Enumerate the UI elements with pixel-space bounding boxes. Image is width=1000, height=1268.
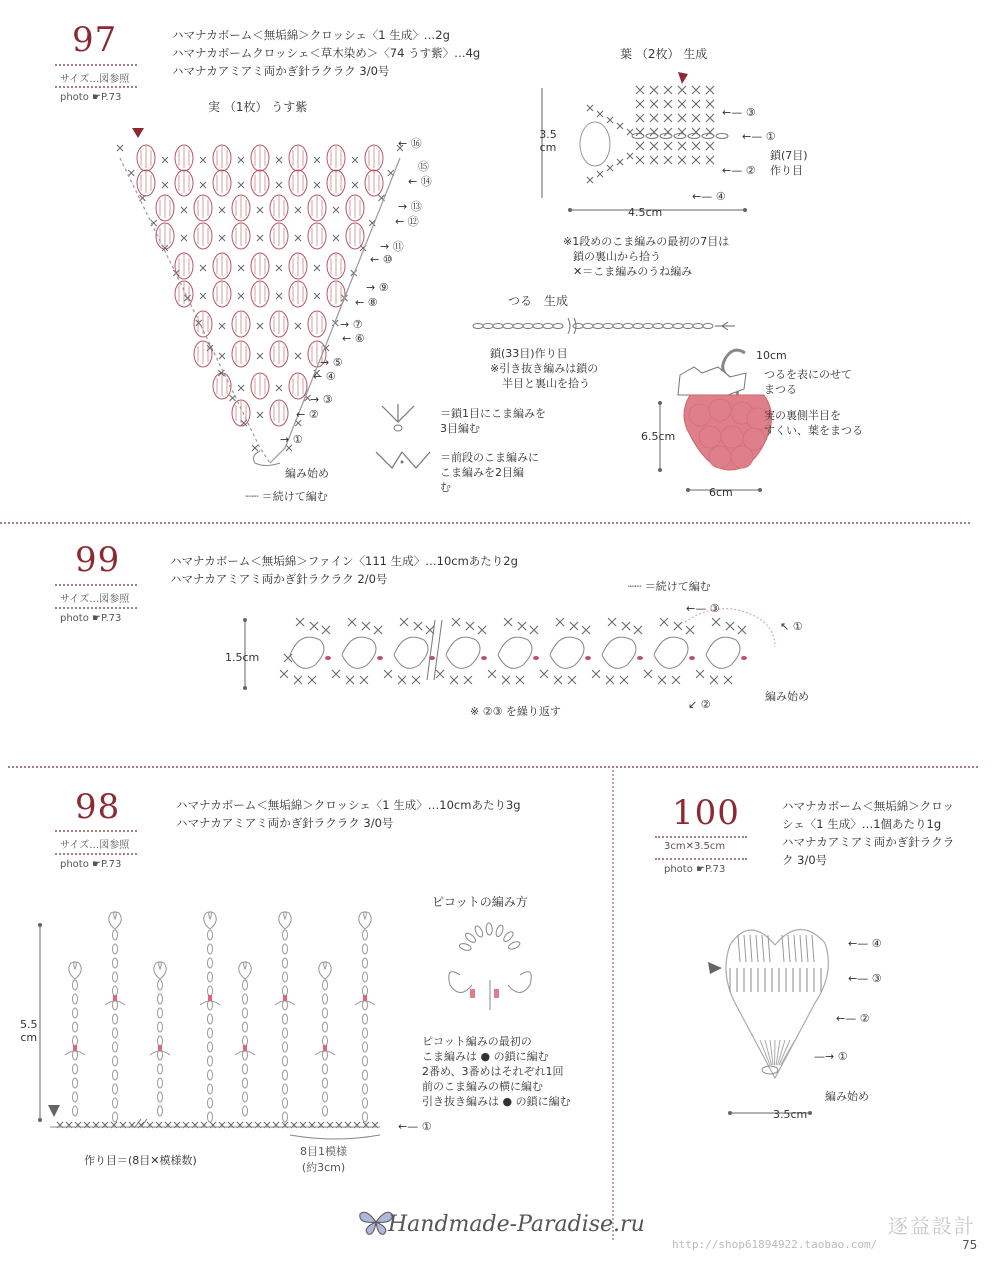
heart-width: 3.5cm (773, 1108, 808, 1121)
shop-logo: 逐益設計 (888, 1214, 976, 1238)
size-ref-98: サイズ…図参照 (60, 840, 130, 851)
fruit-row-8: ← ⑧ (355, 296, 378, 309)
materials-97: ハマナカボーム＜無垢綿＞クロッシェ〈1 生成〉…2g ハマナカボームクロッシェ＜草木染め＞〈74 うす紫〉…4g ハマナカアミアミ両かぎ針ラクラク 3/0号 (172, 28, 481, 78)
leaf-row-2: ←— ② (722, 164, 756, 177)
pattern-number-100: 100 (672, 793, 740, 833)
fruit-start-label: 編み始め (285, 467, 329, 480)
fruit-row-16: ← ⑯ (398, 137, 422, 150)
shop-url: http://shop61894922.taobao.com/ (672, 1238, 878, 1251)
materials-99: ハマナカボーム＜無垢綿＞ファイン〈111 生成〉…10cmあたり2g ハマナカアミアミ両かぎ針ラクラク 2/0号 (170, 554, 518, 586)
materials-98: ハマナカボーム＜無垢綿＞クロッシェ〈1 生成〉…10cmあたり3g ハマナカアミアミ両かぎ針ラクラク 3/0号 (176, 798, 521, 830)
fruit-row-14: ← ⑭ (408, 175, 432, 188)
fruit-row-10: ← ⑩ (370, 253, 393, 266)
leaf-width: 4.5cm (628, 206, 663, 219)
fruit-row-5: → ⑤ (320, 356, 343, 369)
edging-99-repeat-note: ※ ②③ を繰り返す (470, 705, 561, 718)
assembly-note-1: つるを表にのせて まつる (764, 368, 852, 396)
legend-text-1: ＝鎖1目にこま編みを 3目編む (440, 407, 546, 435)
assembly-height: 6.5cm (641, 430, 676, 443)
fruit-row-2: ← ② (296, 408, 319, 421)
legend-text-2: ＝前段のこま編みに こま編みを2目編 む (440, 451, 539, 494)
leaf-row-4: ←— ④ (692, 190, 726, 203)
leaf-height: 3.5 cm (539, 128, 557, 154)
fruit-row-3: → ③ (310, 393, 333, 406)
fruit-row-6: ← ⑥ (342, 332, 365, 345)
edging-98-chart (10, 915, 430, 1145)
edging-98-repeat-label: 8目1模様 (約3cm) (300, 1145, 347, 1174)
fruit-row-7: → ⑦ (340, 318, 363, 331)
materials-100: ハマナカボーム＜無垢綿＞クロッ シェ〈1 生成〉…1個あたり1g ハマナカアミアミ両かぎ針ラクラ ク 3/0号 (782, 799, 955, 867)
pattern-number-99: 99 (75, 540, 121, 580)
fruit-row-4: ← ④ (313, 370, 336, 383)
assembly-note-2: 実の裏側半目を すくい、葉をまつる (764, 409, 863, 437)
picot-diagram (440, 915, 560, 1015)
fruit-row-13: → ⑬ (398, 200, 422, 213)
photo-ref-100: photo ☛P.73 (664, 864, 726, 875)
pattern-number-97: 97 (72, 20, 118, 60)
legend-symbol-1 (378, 400, 418, 434)
leaf-title: 葉 （2枚） 生成 (620, 47, 708, 61)
heart-row-2: ←— ② (836, 1012, 870, 1025)
photo-ref-97: photo ☛P.73 (60, 92, 122, 103)
heart-row-3: ←— ③ (848, 972, 882, 985)
fruit-row-1: → ① (280, 433, 303, 446)
vine-notes: 鎖(33目)作り目 ※引き抜き編みは鎖の 半目と裏山を拾う (490, 347, 599, 390)
photo-ref-98: photo ☛P.73 (60, 859, 122, 870)
pattern-number-98: 98 (75, 787, 121, 827)
fruit-title: 実 （1枚） うす紫 (208, 100, 308, 114)
edging-99-start: 編み始め (765, 690, 809, 703)
fruit-row-12: ← ⑫ (395, 215, 419, 228)
legend-symbol-2 (372, 446, 434, 474)
edging-99-chart (230, 600, 810, 710)
leaf-row-1: ←— ① (742, 130, 776, 143)
edging-99-row-2: ↙ ② (688, 698, 711, 711)
assembly-vine-length: 10cm (756, 349, 787, 362)
fruit-row-15: ⑮ (418, 160, 429, 173)
continue-legend-97: ┈┈ ＝続けて編む (245, 490, 328, 503)
page-number: 75 (962, 1238, 978, 1252)
leaf-row-3: ←— ③ (722, 106, 756, 119)
fruit-row-9: → ⑨ (366, 281, 389, 294)
heart-start: 編み始め (825, 1090, 869, 1103)
size-ref-99: サイズ…図参照 (60, 594, 130, 605)
edging-99-height: 1.5cm (225, 651, 260, 664)
photo-ref-99: photo ☛P.73 (60, 613, 122, 624)
vine-chart (470, 314, 760, 338)
watermark: Handmade-Paradise.ru (388, 1212, 645, 1237)
edging-99-row-3: ←— ③ (686, 602, 720, 615)
assembly-width: 6cm (709, 486, 733, 499)
edging-98-height: 5.5 cm (20, 1018, 38, 1044)
fruit-row-11: → ⑪ (380, 240, 404, 253)
leaf-notes: ※1段めのこま編みの最初の7目は 鎖の裏山から拾う ✕＝こま編みのうね編み (563, 235, 730, 278)
edging-99-row-1: ↖ ① (780, 620, 803, 633)
heart-row-1: —→ ① (814, 1050, 848, 1063)
picot-notes: ピコット編みの最初の こま編みは ● の鎖に編む 2番め、3番めはそれぞれ1回 前のこま編みの横に編む 引き抜き編みは ● の鎖に編む (422, 1035, 571, 1108)
heart-row-4: ←— ④ (848, 937, 882, 950)
picot-title: ピコットの編み方 (432, 895, 528, 909)
edging-98-row-1: ←— ① (398, 1120, 432, 1133)
size-ref-97: サイズ…図参照 (60, 74, 130, 85)
leaf-chain-note: 鎖(7目) 作り目 (770, 149, 808, 177)
vine-title: つる 生成 (508, 294, 569, 308)
edging-98-chain-label: 作り目＝(8目✕模様数) (84, 1154, 197, 1167)
size-ref-100: 3cm✕3.5cm (664, 841, 726, 852)
continue-legend-99: ┈┈ ＝続けて編む (628, 580, 711, 593)
